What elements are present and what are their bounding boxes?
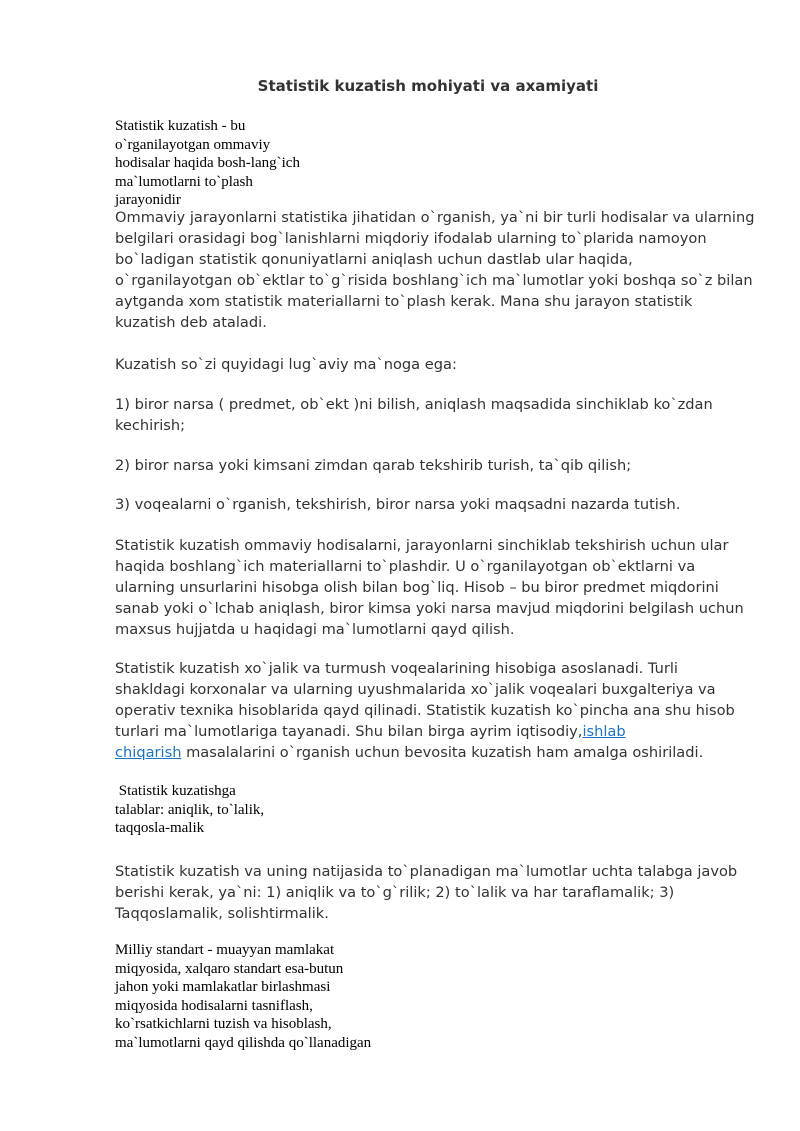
text-line: ularning unsurlarini hisobga olish bilan bog`liq. Hisob – bu biror predmet miqdorini [115, 579, 719, 596]
paragraph-item-3 [115, 494, 755, 515]
text-line: 2) biror narsa yoki kimsani zimdan qarab tekshirib turish, ta`qib qilish; [115, 457, 632, 474]
text-line: ma`lumotlarni qayd qilishda qo`llanadigan [115, 1034, 372, 1051]
text-line: shakldagi korxonalar va ularning uyushmalarida xo`jalik voqealari buxgalteriya va [115, 681, 716, 698]
definition-box-requirements [115, 782, 264, 838]
definition-box-standard [115, 941, 371, 1052]
text-line [115, 721, 755, 742]
text-fragment: turlari ma`lumotlariga tayanadi. Shu bilan birga ayrim iqtisodiy, [115, 723, 583, 740]
text-line: taqqosla-malik [115, 820, 205, 836]
text-line: operativ texnika hisoblarida qayd qilinadi. Statistik kuzatish ko`pincha ana shu hisob [115, 702, 735, 719]
text-line: Statistik kuzatishga [115, 783, 236, 799]
text-line: Ommaviy jarayonlarni statistika jihatidan o`rganish, ya`ni bir turli hodisalar va ularning [115, 209, 755, 226]
text-line: jarayonidir [115, 192, 181, 208]
text-line: Statistik kuzatish ommaviy hodisalarni, jarayonlarni sinchiklab tekshirish uchun ular [115, 537, 729, 554]
text-line: Statistik kuzatish xo`jalik va turmush voqealarining hisobiga asoslanadi. Turli [115, 660, 678, 677]
paragraph-intro [115, 207, 755, 333]
text-line: talablar: aniqlik, to`lalik, [115, 801, 265, 818]
text-line: o`rganilayotgan ommaviy [115, 136, 271, 153]
paragraph-observation-definition [115, 535, 755, 640]
text-line: sanab yoki o`lchab aniqlash, biror kimsa yoki narsa mavjud miqdorini belgilash uchun [115, 600, 744, 617]
text-line: bo`ladigan statistik qonuniyatlarni aniqlash uchun dastlab ular haqida, [115, 251, 633, 268]
page-title: Statistik kuzatish mohiyati va axamiyati [257, 77, 599, 95]
text-line: hodisalar haqida bosh-lang`ich [115, 155, 300, 171]
text-line: kuzatish deb ataladi. [115, 314, 267, 331]
text-line: Kuzatish so`zi quyidagi lug`aviy ma`noga ega: [115, 356, 457, 373]
text-line: miqyosida, xalqaro standart esa-butun [115, 960, 344, 977]
text-line: o`rganilayotgan ob`ektlar to`g`risida boshlang`ich ma`lumotlar yoki boshqa so`z bilan [115, 272, 753, 289]
definition-box-observation [115, 117, 300, 210]
text-line: jahon yoki mamlakatlar birlashmasi [115, 979, 331, 995]
paragraph-item-2 [115, 455, 755, 476]
text-line: aytganda xom statistik materiallarni to`plash kerak. Mana shu jarayon statistik [115, 293, 693, 310]
paragraph-item-1 [115, 394, 755, 436]
text-line: belgilari orasidagi bog`lanishlarni miqdoriy ifodalab ularning to`plarida namoyon [115, 230, 707, 247]
text-fragment: masalalarini o`rganish uchun bevosita kuzatish ham amalga oshiriladi. [181, 744, 704, 761]
text-line: 3) voqealarni o`rganish, tekshirish, biror narsa yoki maqsadni nazarda tutish. [115, 496, 681, 513]
text-line: kechirish; [115, 417, 186, 434]
production-link[interactable]: ishlab [582, 723, 626, 740]
text-line: Milliy standart - muayyan mamlakat [115, 942, 335, 958]
text-line [115, 742, 755, 763]
text-line: ma`lumotlarni to`plash [115, 173, 253, 190]
text-line: haqida boshlang`ich materiallarni to`plashdir. U o`rganilayotgan ob`ektlarni va [115, 558, 696, 575]
paragraph-lexical-meaning [115, 354, 755, 375]
text-line: 1) biror narsa ( predmet, ob`ekt )ni bilish, aniqlash maqsadida sinchiklab ko`zdan [115, 396, 713, 413]
text-line: Taqqoslamalik, solishtirmalik. [115, 905, 329, 922]
production-link-continued[interactable]: chiqarish [115, 744, 182, 761]
paragraph-accounting-basis [115, 658, 755, 763]
text-line: miqyosida hodisalarni tasniflash, [115, 997, 313, 1014]
text-line: berishi kerak, ya`ni: 1) aniqlik va to`g`rilik; 2) to`lalik va har taraflamalik; 3) [115, 884, 675, 901]
text-line: ko`rsatkichlarni tuzish va hisoblash, [115, 1016, 332, 1032]
text-line: Statistik kuzatish - bu [115, 118, 246, 134]
paragraph-three-requirements [115, 861, 755, 924]
text-line: maxsus hujjatda u haqidagi ma`lumotlarni qayd qilish. [115, 621, 515, 638]
text-line: Statistik kuzatish va uning natijasida to`planadigan ma`lumotlar uchta talabga javob [115, 863, 738, 880]
